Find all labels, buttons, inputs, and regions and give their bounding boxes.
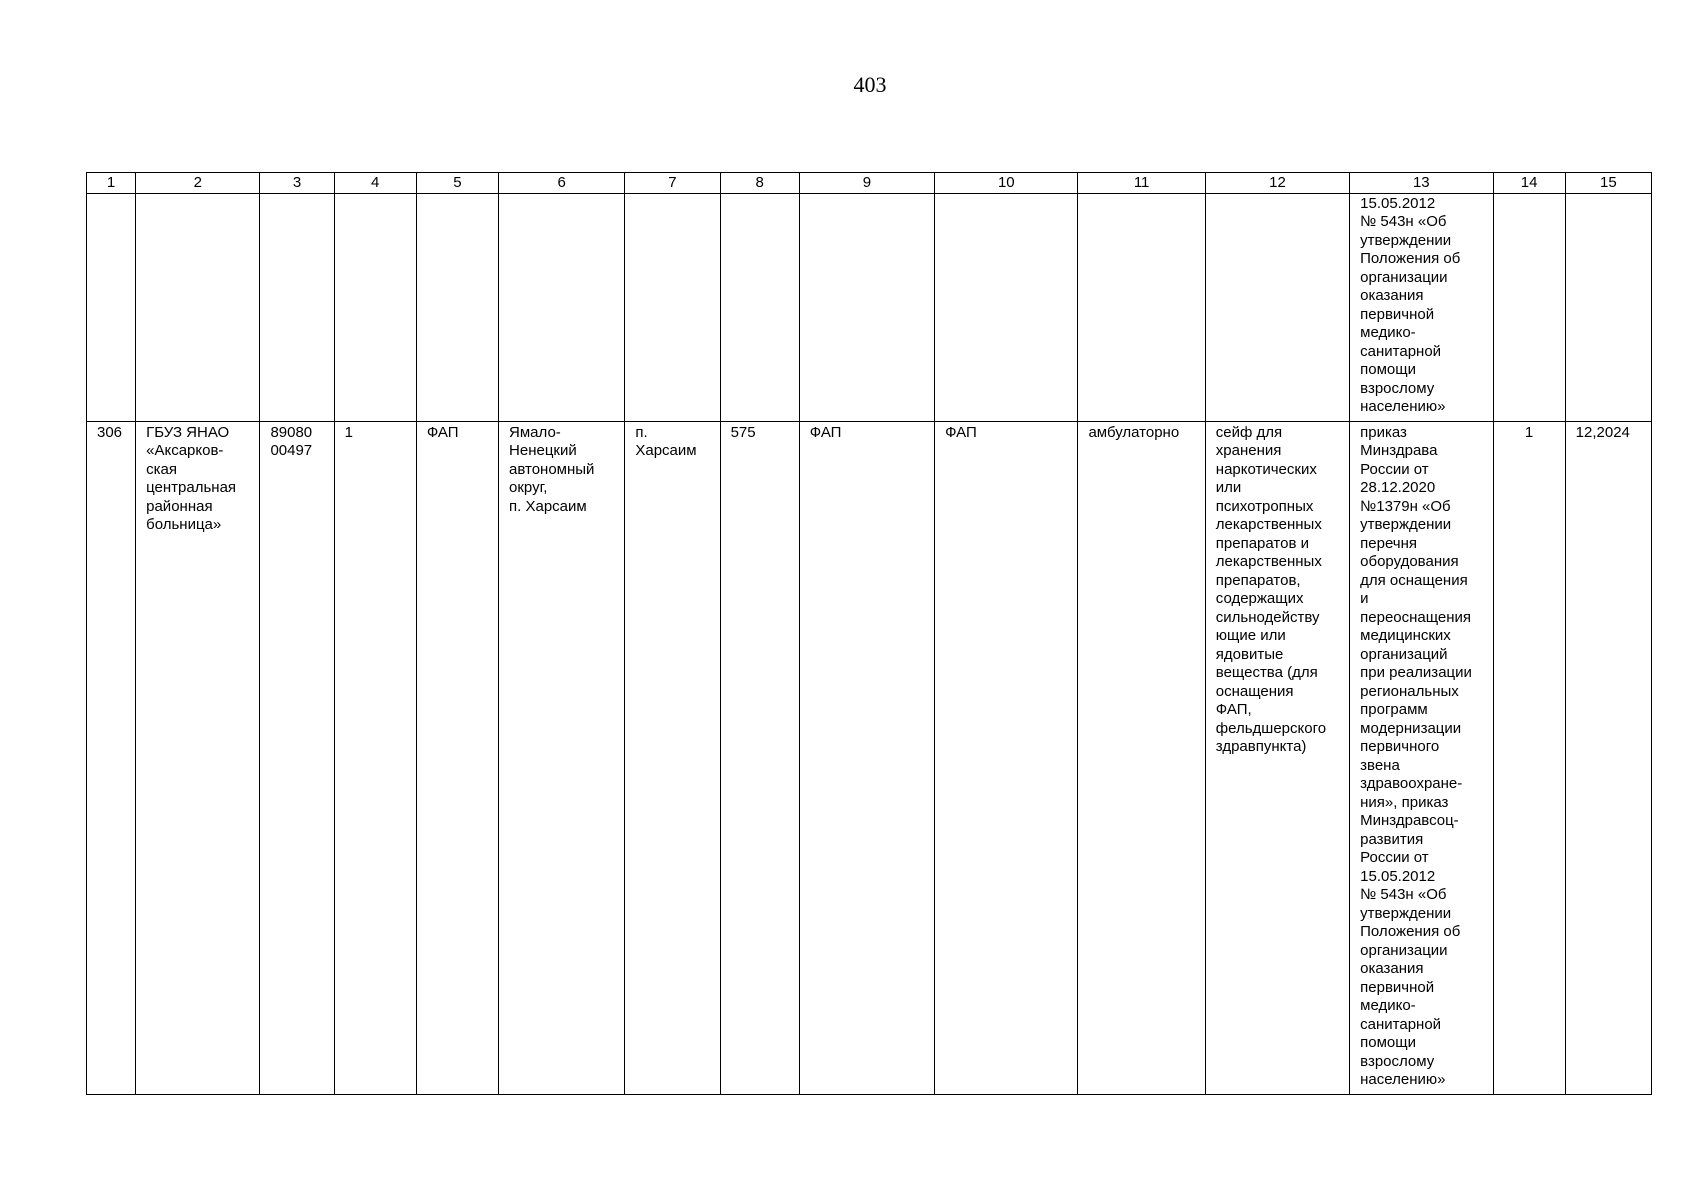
cell-line: или: [1215, 479, 1242, 496]
cell-unit-type: ФАП: [416, 421, 498, 1094]
cell-line: Минздравсоц-: [1360, 812, 1459, 829]
cell-line: №1379н «Об: [1360, 497, 1451, 515]
cell-line: сильнодейству: [1215, 608, 1320, 626]
cell-line: медико-: [1360, 997, 1416, 1014]
cell-line: первичной: [1360, 305, 1435, 323]
cell-line: санитарной: [1360, 1015, 1442, 1033]
cell-line: оказания: [1360, 287, 1424, 304]
cell-line: лекарственных: [1215, 516, 1322, 533]
cell-line: сейф для: [1215, 423, 1283, 441]
cell-count: 1: [334, 421, 416, 1094]
cell-line: России от: [1360, 849, 1429, 866]
column-header-12: 12: [1205, 173, 1349, 194]
cell-line: 28.12.2020: [1360, 479, 1436, 496]
cell-line: помощи: [1360, 1034, 1416, 1051]
cell-line: п.: [635, 423, 648, 441]
cell-line: лекарственных: [1215, 553, 1322, 570]
cell-line: организаций: [1360, 645, 1448, 663]
column-header-2: 2: [136, 173, 260, 194]
cont-cell-6: [499, 193, 625, 421]
cell-line: ФАП,: [1215, 701, 1252, 718]
cell-population: 575: [720, 421, 799, 1094]
cell-line: первичного: [1360, 738, 1440, 755]
cont-cell-11: [1078, 193, 1205, 421]
cell-care-conditions: амбулаторно: [1078, 421, 1205, 1094]
cell-line: населению»: [1360, 398, 1446, 415]
cell-line: организации: [1360, 941, 1448, 959]
page-number: 403: [853, 72, 887, 97]
column-header-9: 9: [799, 173, 934, 194]
cell-row-number: 306: [87, 421, 136, 1094]
cont-cell-13-legal-basis: [1350, 193, 1493, 421]
cont-cell-8: [720, 193, 799, 421]
cell-line: здравпункта): [1215, 738, 1307, 755]
cell-line: № 543н «Об: [1360, 886, 1447, 903]
cell-line: звена: [1360, 756, 1400, 774]
cell-line: автономный: [509, 460, 595, 478]
cell-line: программ: [1360, 701, 1428, 718]
cell-line: санитарной: [1360, 342, 1442, 360]
cont-cell-2: [136, 193, 260, 421]
cell-legal-basis: [1350, 421, 1493, 1094]
cell-line: России от: [1360, 460, 1429, 478]
cell-line: вещества (для: [1215, 664, 1318, 681]
cell-line: помощи: [1360, 361, 1416, 378]
cell-line: психотропных: [1215, 497, 1314, 515]
equipment-table: [86, 172, 1652, 1095]
cell-line: ская: [146, 460, 177, 478]
header-row: [87, 173, 1652, 194]
cell-line: перечня: [1360, 534, 1418, 552]
cell-line: п. Харсаим: [509, 497, 587, 515]
column-header-14: 14: [1493, 173, 1565, 194]
cell-line: центральная: [146, 479, 237, 496]
cell-line: переоснащения: [1360, 608, 1472, 626]
cell-line: препаратов,: [1215, 571, 1301, 589]
cell-line: 00497: [270, 442, 313, 459]
cell-line: ющие или: [1215, 627, 1286, 644]
cont-cell-9: [799, 193, 934, 421]
cell-line: медицинских: [1360, 627, 1451, 644]
cell-line: препаратов и: [1215, 534, 1309, 552]
cell-quantity: 1: [1493, 421, 1565, 1094]
cell-line: Минздрава: [1360, 442, 1438, 459]
cell-code: [260, 421, 334, 1094]
cont-cell-12: [1205, 193, 1349, 421]
column-header-13: 13: [1350, 173, 1493, 194]
cont-cell-1: [87, 193, 136, 421]
column-header-8: 8: [720, 173, 799, 194]
continuation-row: [87, 193, 1652, 421]
cell-line: здравоохране-: [1360, 775, 1463, 792]
cell-line: содержащих: [1215, 590, 1304, 607]
cell-line: и: [1360, 590, 1369, 607]
cell-line: ния», приказ: [1360, 793, 1449, 811]
cell-line: первичной: [1360, 978, 1435, 996]
cell-line: ядовитые: [1215, 645, 1284, 663]
column-header-5: 5: [416, 173, 498, 194]
cont-cell-5: [416, 193, 498, 421]
column-header-1: 1: [87, 173, 136, 194]
cell-line: 15.05.2012: [1360, 867, 1436, 885]
cont-cell-7: [625, 193, 720, 421]
cell-line: районная: [146, 497, 213, 515]
cell-line: взрослому: [1360, 1052, 1435, 1070]
cell-line: 89080: [270, 423, 313, 441]
cell-organization: [136, 421, 260, 1094]
cell-line: организации: [1360, 268, 1448, 286]
column-header-15: 15: [1565, 173, 1651, 194]
cell-line: населению»: [1360, 1071, 1446, 1088]
cell-department: ФАП: [935, 421, 1078, 1094]
cell-line: медико-: [1360, 324, 1416, 341]
cell-line: хранения: [1215, 442, 1282, 459]
cell-line: больница»: [146, 516, 222, 533]
cell-line: Ненецкий: [509, 442, 577, 459]
cell-line: при реализации: [1360, 664, 1472, 681]
cell-line: утверждении: [1360, 904, 1452, 922]
cell-line: Положения об: [1360, 923, 1461, 940]
cont-cell-10: [935, 193, 1078, 421]
cell-line: для оснащения: [1360, 571, 1468, 589]
cell-line: приказ: [1360, 423, 1407, 441]
cell-structure: ФАП: [799, 421, 934, 1094]
cell-line: утверждении: [1360, 516, 1452, 533]
cell-line: оказания: [1360, 960, 1424, 977]
cont-cell-3: [260, 193, 334, 421]
column-header-10: 10: [935, 173, 1078, 194]
cell-line: оснащения: [1215, 682, 1294, 700]
cell-line: округ,: [509, 479, 548, 496]
cell-line: региональных: [1360, 682, 1459, 700]
cell-line: Ямало-: [509, 423, 561, 441]
cell-line: наркотических: [1215, 460, 1317, 478]
cell-settlement: [625, 421, 720, 1094]
cell-equipment: [1205, 421, 1349, 1094]
column-header-7: 7: [625, 173, 720, 194]
column-header-6: 6: [499, 173, 625, 194]
column-header-3: 3: [260, 173, 334, 194]
cell-line: 15.05.2012: [1360, 194, 1436, 212]
cell-line: развития: [1360, 830, 1424, 848]
cell-line: модернизации: [1360, 719, 1462, 737]
cont-cell-15: [1565, 193, 1651, 421]
cell-line: Положения об: [1360, 250, 1461, 267]
column-header-4: 4: [334, 173, 416, 194]
table-row: [87, 421, 1652, 1094]
cell-line: оборудования: [1360, 553, 1459, 570]
cell-line: фельдшерского: [1215, 719, 1327, 737]
cell-line: утверждении: [1360, 231, 1452, 249]
cell-address: [499, 421, 625, 1094]
cell-date: 12,2024: [1565, 421, 1651, 1094]
cell-line: взрослому: [1360, 379, 1435, 397]
cont-cell-4: [334, 193, 416, 421]
cell-line: «Аксарков-: [146, 442, 224, 459]
column-header-11: 11: [1078, 173, 1205, 194]
cell-line: ГБУЗ ЯНАО: [146, 423, 230, 441]
cell-line: Харсаим: [635, 442, 697, 459]
cont-cell-14: [1493, 193, 1565, 421]
cell-line: № 543н «Об: [1360, 213, 1447, 230]
